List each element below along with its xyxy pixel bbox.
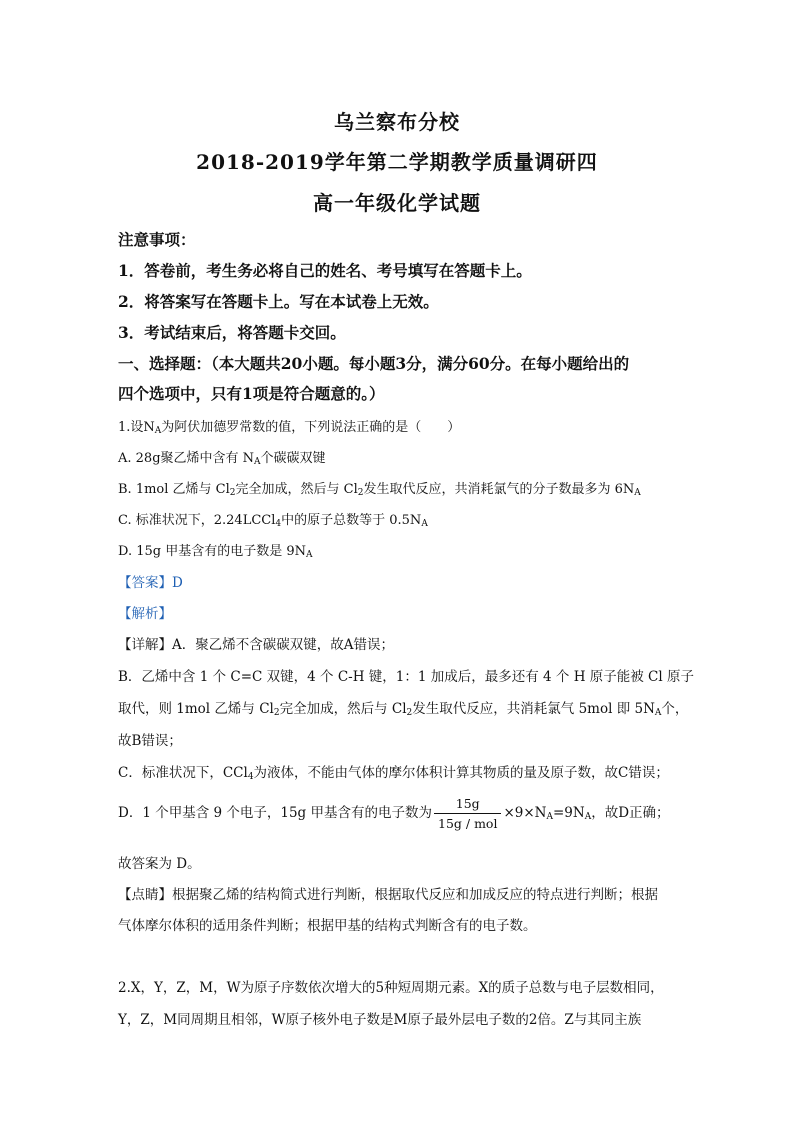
question-1-option-a: A. 28g聚乙烯中含有 $N_A$个碳碳双键	[118, 451, 326, 467]
term-title: 2018-2019学年第二学期教学质量调研四	[196, 150, 598, 174]
question-2-line1: 2.X，Y，Z，M，W为原子序数依次增大的5种短周期元素。X的质子总数与电子层数相同，	[118, 980, 664, 996]
detail-d: D．1 个甲基含 9 个电子，15g 甲基含有的电子数为 $\frac{15g}{\text{15g / mol}}$ $\times 9\times N_A=9N_A$，故D正确；	[118, 796, 670, 831]
section-instruction-line2: 四个选项中，只有1项是符合题意的。）	[118, 384, 385, 403]
detail-b-line3: 故B错误；	[118, 733, 182, 749]
question-1-option-d: D. 15g 甲基含有的电子数是 $9N_A$	[118, 544, 313, 560]
section-instruction-line1: 一、选择题：（本大题共20小题。每小题3分，满分60分。在每小题给出的	[118, 354, 630, 373]
fraction: $\frac{15g}{\text{15g / mol}}$	[434, 796, 501, 831]
question-1-stem: 1.设$N_A$为阿伏加德罗常数的值，下列说法正确的是（ ）	[118, 420, 461, 436]
notice-item-2: 2．将答案写在答题卡上。写在本试卷上无效。	[118, 292, 439, 311]
conclusion: 故答案为 D。	[118, 856, 201, 872]
detail-c: C．标准状况下，CCl$_4$为液体，不能由气体的摩尔体积计算其物质的量及原子数，故C错误；	[118, 765, 669, 782]
detail-b-line2: 取代，则 1mol 乙烯与 $Cl_2$完全加成，然后与 $Cl_2$发生取代反应，共消耗氯气 5mol 即 $5N_A$个，	[118, 701, 689, 718]
notice-heading: 注意事项：	[118, 230, 196, 249]
subject-title: 高一年级化学试题	[313, 191, 481, 215]
question-2-line2: Y，Z，M同周期且相邻，W原子核外电子数是M原子最外层电子数的2倍。Z与其同主族	[118, 1012, 642, 1028]
detail-b-line1: B．乙烯中含 1 个 C=C 双键，4 个 C-H 键，1：1 加成后，最多还有 4 个 H 原子能被 Cl 原子	[118, 669, 694, 685]
analysis-label: 【解析】	[118, 606, 172, 622]
school-title: 乌兰察布分校	[334, 110, 460, 134]
comment-line2: 气体摩尔体积的适用条件判断；根据甲基的结构式判断含有的电子数。	[118, 918, 537, 934]
question-1-option-b: B. 1mol 乙烯与 $Cl_2$完全加成，然后与 $Cl_2$发生取代反应，共消耗氯气的分子数最多为 $6N_A$	[118, 482, 641, 498]
notice-item-3: 3．考试结束后，将答题卡交回。	[118, 323, 346, 342]
comment-line1: 【点睛】根据聚乙烯的结构简式进行判断，根据取代反应和加成反应的特点进行判断；根据	[118, 887, 658, 903]
answer-label: 【答案】D	[118, 575, 183, 591]
question-1-option-c: C. 标准状况下，2.24LCCl$_4$中的原子总数等于 $0.5N_A$	[118, 513, 428, 529]
notice-item-1: 1．答卷前，考生务必将自己的姓名、考号填写在答题卡上。	[118, 261, 532, 280]
detail-a: 【详解】A．聚乙烯不含碳碳双键，故A错误；	[118, 637, 394, 653]
